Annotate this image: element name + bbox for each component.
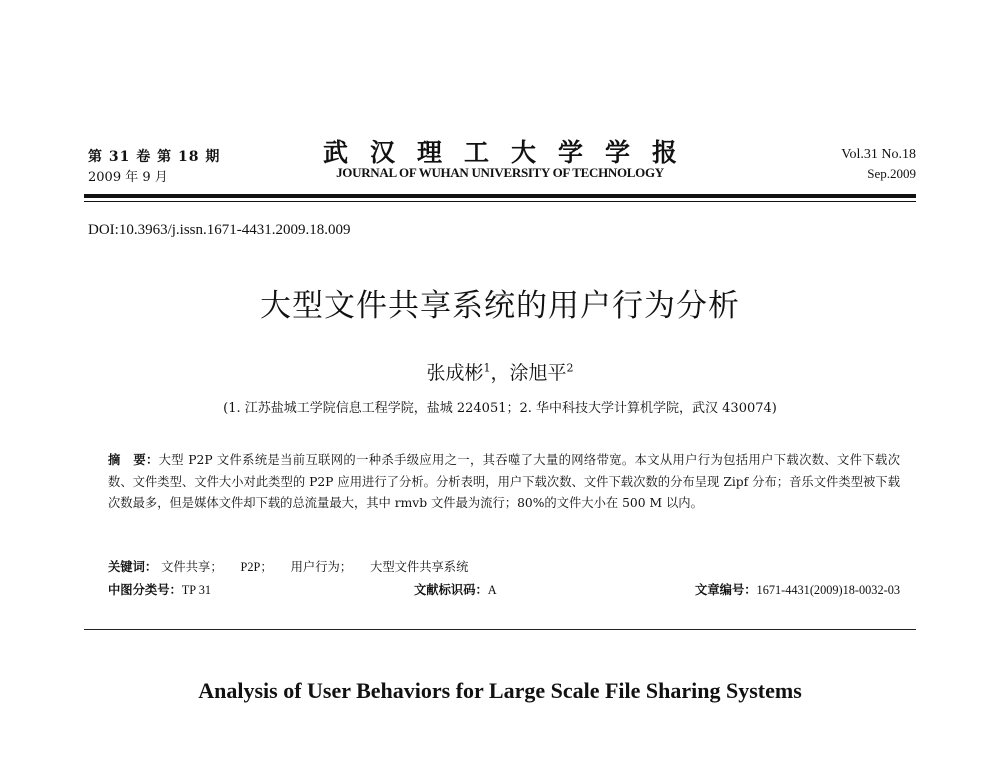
author-1-affil-mark: 1 <box>483 361 491 375</box>
article-number <box>695 580 900 598</box>
keywords <box>108 557 468 575</box>
abstract-text: 大型 P2P 文件系统是当前互联网的一种杀手级应用之一，其吞噬了大量的网络带宽。本文从用户行为包括用户下载次数、文件下载次数、文件类型、文件大小对此类型的 P2P 应用进行了分析。分析表明，用户下载次数、文件下载次数的分布呈现 Zipf 分布；音乐文件类型被下载次数最多，但是媒体文件却下载的总流量最大，其中 rmvb 文件最为流行；80%的文件大小在 500 M 以内。 <box>108 453 900 510</box>
volume-issue-en: Vol.31 No.18 <box>841 147 916 162</box>
header-rule-thin <box>84 201 916 202</box>
article-number-value: 1671-4431(2009)18-0032-03 <box>756 583 900 597</box>
paper-title-cn: 大型文件共享系统的用户行为分析 <box>260 288 740 324</box>
document-code-value: A <box>487 583 497 597</box>
abstract <box>108 450 900 515</box>
doi: DOI:10.3963/j.issn.1671-4431.2009.18.009 <box>88 222 351 238</box>
clc-value: TP 31 <box>181 583 212 597</box>
author-1: 张成彬 <box>426 362 484 384</box>
document-code-label: 文献标识码： <box>414 583 488 597</box>
paper-title-en: Analysis of User Behaviors for Large Scale File Sharing Systems <box>198 678 802 703</box>
author-separator: ， <box>490 362 510 384</box>
affiliations: (1. 江苏盐城工学院信息工程学院，盐城 224051；2. 华中科技大学计算机学院，武汉 430074) <box>223 401 777 416</box>
keywords-label: 关键词： <box>108 560 158 574</box>
volume-issue: 第 31 卷 第 18 期 <box>88 149 221 165</box>
section-divider <box>84 629 916 630</box>
article-number-label: 文章编号： <box>695 583 757 597</box>
document-code <box>414 580 497 598</box>
author-2-affil-mark: 2 <box>566 361 574 375</box>
journal-title-cn: 武汉理工大学学报 <box>322 138 699 167</box>
header-rule-thick <box>84 194 916 198</box>
authors <box>0 358 1000 385</box>
abstract-label: 摘 要： <box>108 453 159 467</box>
author-2: 涂旭平 <box>509 362 567 384</box>
publication-date-cn: 2009 年 9 月 <box>88 170 168 185</box>
clc-label: 中图分类号： <box>108 583 182 597</box>
keyword-item: 大型文件共享系统 <box>370 560 469 574</box>
classification-row <box>108 580 900 600</box>
publication-date-en: Sep.2009 <box>867 166 916 181</box>
keyword-item: 文件共享； <box>161 560 223 574</box>
clc-number <box>108 580 211 598</box>
keyword-item: P2P； <box>240 560 273 574</box>
journal-title-en: JOURNAL OF WUHAN UNIVERSITY OF TECHNOLOGY <box>336 165 664 180</box>
keyword-item: 用户行为； <box>290 560 353 574</box>
